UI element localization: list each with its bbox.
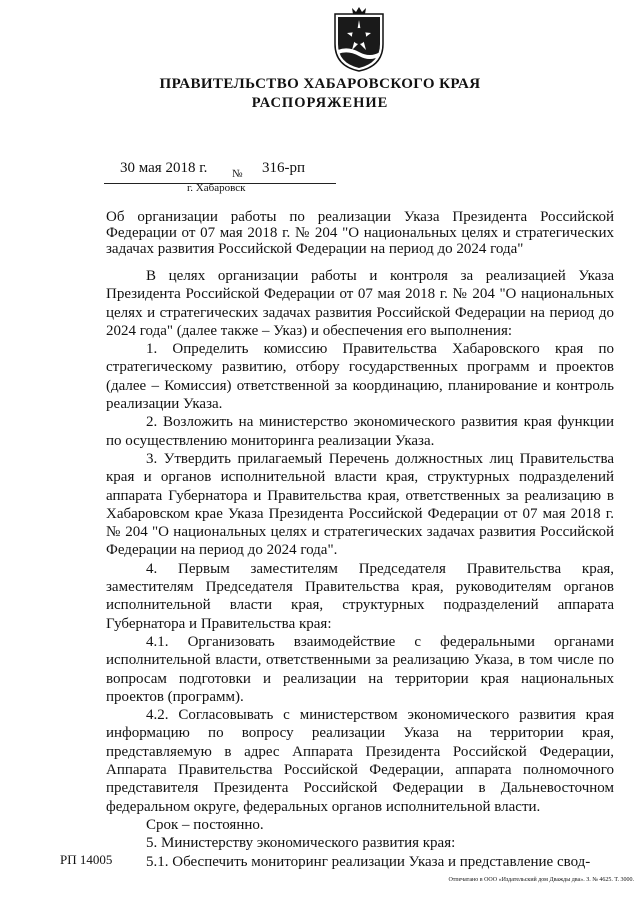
coat-of-arms-emblem xyxy=(332,6,386,72)
document-type: РАСПОРЯЖЕНИЕ xyxy=(251,95,389,111)
government-name: ПРАВИТЕЛЬСТВО ХАБАРОВСКОГО КРАЯ xyxy=(159,76,481,92)
paragraph-preamble: В целях организации работы и контроля за реализацией Указа Президента Российской Федерации от 07 мая 2018 г. № 204 "О национальных целях и стратегических задачах развития Российской Федерации на период до 2024 года" (далее также – Указ) и обеспечения его выполнения: xyxy=(106,268,614,339)
document-place: г. Хабаровск xyxy=(187,182,246,194)
number-sign: № xyxy=(232,168,243,180)
paragraph-item-4-2: 4.2. Согласовывать с министерством экономического развития края информацию по вопросу реализации Указа на территории края, представляемую в адрес Аппарата Президента Российской Федерации, Аппарата Правительства Российской Федерации, аппарата полномочного представителя Президента Российской Федерации в Дальневосточном федеральном округе, федеральных органов исполнительной власти. xyxy=(106,707,614,815)
paragraph-deadline: Срок – постоянно. xyxy=(146,816,264,833)
paragraph-item-5: 5. Министерству экономического развития края: xyxy=(146,835,456,852)
paragraph-item-5-1: 5.1. Обеспечить мониторинг реализации Указа и представление свод- xyxy=(146,853,591,870)
document-subject: Об организации работы по реализации Указа Президента Российской Федерации от 07 мая 2018 г. № 204 "О национальных целях и стратегических задачах развития Российской Федерации на период до 2024 года" xyxy=(106,209,614,257)
document-date: 30 мая 2018 г. xyxy=(120,160,208,176)
paragraph-item-1: 1. Определить комиссию Правительства Хабаровского края по стратегическому развитию, отбору государственных программ и проектов (далее – Комиссия) ответственной за координацию, планирование и контроль реализации Указа. xyxy=(106,341,614,413)
printer-imprint: Отпечатано в ООО «Издательский дом Дважды два». З. № 4625. Т. 3000. xyxy=(448,877,634,883)
document-code: РП 14005 xyxy=(60,852,113,867)
document-body xyxy=(106,267,614,871)
paragraph-item-4-1: 4.1. Организовать взаимодействие с федеральными органами исполнительной власти, ответственными за реализацию Указа, в том числе по вопросам подготовки и реализации на территории края национальных проектов (программ). xyxy=(106,633,614,705)
paragraph-item-4: 4. Первым заместителям Председателя Правительства края, заместителям Председателя Правительства края, руководителям органов исполнительной власти края, структурных подразделений аппарата Губернатора и Правительства края: xyxy=(106,560,614,632)
paragraph-item-3: 3. Утвердить прилагаемый Перечень должностных лиц Правительства края и органов исполнительной власти края, структурных подразделений аппарата Губернатора и Правительства края, ответственных за реализацию в Хабаровском крае Указа Президента Российской Федерации от 07 мая 2018 г. № 204 "О национальных целях и стратегических задачах развития Российской Федерации на период до 2024 года". xyxy=(106,450,614,559)
paragraph-item-2: 2. Возложить на министерство экономического развития края функции по осуществлению мониторинга реализации Указа. xyxy=(106,414,614,449)
document-number: 316-рп xyxy=(262,160,306,176)
